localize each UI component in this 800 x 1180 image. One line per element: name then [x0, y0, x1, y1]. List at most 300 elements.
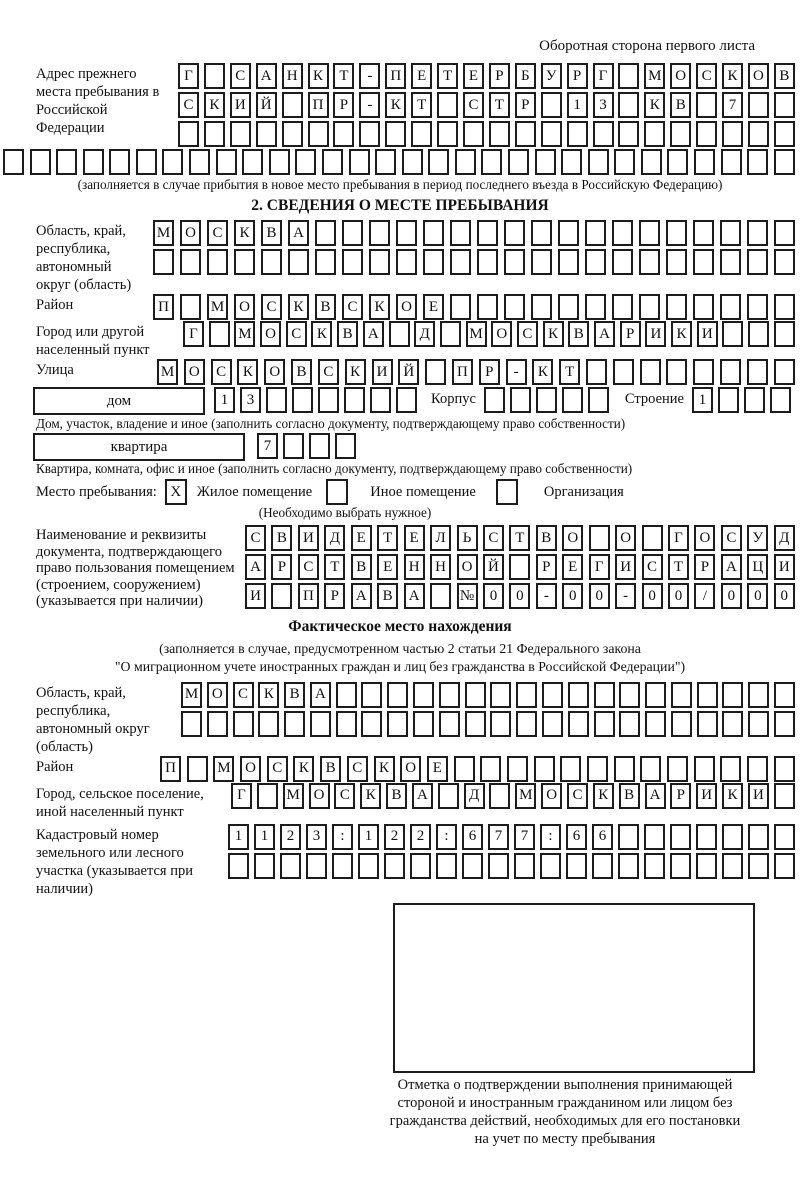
- char-cell[interactable]: С: [267, 756, 288, 782]
- char-cell[interactable]: П: [153, 294, 174, 320]
- char-cell[interactable]: [515, 121, 536, 147]
- char-cell[interactable]: [748, 711, 769, 737]
- char-cell[interactable]: [369, 220, 390, 246]
- char-cell[interactable]: [640, 756, 661, 782]
- char-cell[interactable]: [694, 756, 715, 782]
- char-cell[interactable]: 0: [589, 583, 610, 609]
- char-cell[interactable]: [481, 149, 502, 175]
- char-cell[interactable]: [774, 321, 795, 347]
- char-cell[interactable]: [271, 583, 292, 609]
- char-cell[interactable]: О: [748, 63, 769, 89]
- char-cell[interactable]: Е: [427, 756, 448, 782]
- char-cell[interactable]: У: [747, 525, 768, 551]
- char-cell[interactable]: [585, 249, 606, 275]
- char-cell[interactable]: [349, 149, 370, 175]
- char-cell[interactable]: [748, 853, 769, 879]
- char-cell[interactable]: [748, 682, 769, 708]
- char-cell[interactable]: [3, 149, 24, 175]
- char-cell[interactable]: И: [774, 554, 795, 580]
- char-cell[interactable]: 2: [410, 824, 431, 850]
- char-cell[interactable]: А: [351, 583, 372, 609]
- char-cell[interactable]: [535, 149, 556, 175]
- char-cell[interactable]: Й: [256, 92, 277, 118]
- char-cell[interactable]: 0: [721, 583, 742, 609]
- char-cell[interactable]: С: [334, 783, 355, 809]
- char-cell[interactable]: [83, 149, 104, 175]
- char-cell[interactable]: Ь: [457, 525, 478, 551]
- char-cell[interactable]: [618, 824, 639, 850]
- char-cell[interactable]: [670, 853, 691, 879]
- char-cell[interactable]: К: [722, 783, 743, 809]
- char-cell[interactable]: 1: [692, 387, 713, 413]
- char-cell[interactable]: С: [233, 682, 254, 708]
- char-cell[interactable]: К: [258, 682, 279, 708]
- char-cell[interactable]: [333, 121, 354, 147]
- char-cell[interactable]: М: [234, 321, 255, 347]
- char-cell[interactable]: [463, 121, 484, 147]
- char-cell[interactable]: А: [404, 583, 425, 609]
- char-cell[interactable]: [484, 387, 505, 413]
- char-cell[interactable]: П: [308, 92, 329, 118]
- char-cell[interactable]: [774, 756, 795, 782]
- char-cell[interactable]: [614, 756, 635, 782]
- char-cell[interactable]: О: [234, 294, 255, 320]
- char-cell[interactable]: 0: [642, 583, 663, 609]
- char-cell[interactable]: Ц: [747, 554, 768, 580]
- char-cell[interactable]: [430, 583, 451, 609]
- char-cell[interactable]: [586, 359, 607, 385]
- char-cell[interactable]: 2: [280, 824, 301, 850]
- char-cell[interactable]: В: [284, 682, 305, 708]
- char-cell[interactable]: Р: [333, 92, 354, 118]
- char-cell[interactable]: №: [457, 583, 478, 609]
- char-cell[interactable]: В: [337, 321, 358, 347]
- char-cell[interactable]: [748, 321, 769, 347]
- char-cell[interactable]: М: [466, 321, 487, 347]
- char-cell[interactable]: [322, 149, 343, 175]
- char-cell[interactable]: [462, 853, 483, 879]
- char-cell[interactable]: [209, 321, 230, 347]
- char-cell[interactable]: А: [645, 783, 666, 809]
- char-cell[interactable]: [694, 149, 715, 175]
- char-cell[interactable]: А: [363, 321, 384, 347]
- char-cell[interactable]: Р: [567, 63, 588, 89]
- char-cell[interactable]: [558, 294, 579, 320]
- char-cell[interactable]: Т: [324, 554, 345, 580]
- char-cell[interactable]: С: [517, 321, 538, 347]
- char-cell[interactable]: П: [452, 359, 473, 385]
- char-cell[interactable]: [439, 682, 460, 708]
- char-cell[interactable]: :: [540, 824, 561, 850]
- char-cell[interactable]: С: [178, 92, 199, 118]
- char-cell[interactable]: К: [308, 63, 329, 89]
- char-cell[interactable]: [720, 249, 741, 275]
- char-cell[interactable]: [396, 249, 417, 275]
- char-cell[interactable]: [561, 149, 582, 175]
- char-cell[interactable]: [292, 387, 313, 413]
- char-cell[interactable]: В: [377, 583, 398, 609]
- char-cell[interactable]: В: [536, 525, 557, 551]
- char-cell[interactable]: О: [396, 294, 417, 320]
- char-cell[interactable]: [207, 249, 228, 275]
- char-cell[interactable]: Г: [231, 783, 252, 809]
- char-cell[interactable]: [618, 63, 639, 89]
- char-cell[interactable]: И: [696, 783, 717, 809]
- char-cell[interactable]: В: [271, 525, 292, 551]
- char-cell[interactable]: [748, 92, 769, 118]
- char-cell[interactable]: [504, 220, 525, 246]
- char-cell[interactable]: У: [541, 63, 562, 89]
- char-cell[interactable]: [480, 756, 501, 782]
- char-cell[interactable]: В: [386, 783, 407, 809]
- char-cell[interactable]: [639, 249, 660, 275]
- char-cell[interactable]: [587, 756, 608, 782]
- char-cell[interactable]: А: [288, 220, 309, 246]
- char-cell[interactable]: К: [345, 359, 366, 385]
- char-cell[interactable]: 0: [774, 583, 795, 609]
- char-cell[interactable]: -: [536, 583, 557, 609]
- char-cell[interactable]: [722, 321, 743, 347]
- char-cell[interactable]: [332, 853, 353, 879]
- char-cell[interactable]: [204, 63, 225, 89]
- char-cell[interactable]: [744, 387, 765, 413]
- char-cell[interactable]: [568, 711, 589, 737]
- char-cell[interactable]: К: [369, 294, 390, 320]
- char-cell[interactable]: [585, 294, 606, 320]
- char-cell[interactable]: Е: [404, 525, 425, 551]
- char-cell[interactable]: С: [347, 756, 368, 782]
- char-cell[interactable]: С: [230, 63, 251, 89]
- char-cell[interactable]: [516, 711, 537, 737]
- char-cell[interactable]: О: [562, 525, 583, 551]
- char-cell[interactable]: [359, 121, 380, 147]
- char-cell[interactable]: [387, 711, 408, 737]
- char-cell[interactable]: А: [256, 63, 277, 89]
- char-cell[interactable]: [375, 149, 396, 175]
- char-cell[interactable]: И: [230, 92, 251, 118]
- char-cell[interactable]: О: [180, 220, 201, 246]
- char-cell[interactable]: Е: [562, 554, 583, 580]
- char-cell[interactable]: [693, 220, 714, 246]
- char-cell[interactable]: [718, 387, 739, 413]
- stamp-area[interactable]: [393, 903, 755, 1073]
- char-cell[interactable]: И: [298, 525, 319, 551]
- char-cell[interactable]: [454, 756, 475, 782]
- char-cell[interactable]: [671, 711, 692, 737]
- char-cell[interactable]: [510, 387, 531, 413]
- char-cell[interactable]: [361, 711, 382, 737]
- char-cell[interactable]: [542, 682, 563, 708]
- char-cell[interactable]: [720, 756, 741, 782]
- char-cell[interactable]: [216, 149, 237, 175]
- char-cell[interactable]: И: [748, 783, 769, 809]
- char-cell[interactable]: Д: [774, 525, 795, 551]
- char-cell[interactable]: [641, 149, 662, 175]
- char-cell[interactable]: [588, 149, 609, 175]
- char-cell[interactable]: Р: [694, 554, 715, 580]
- char-cell[interactable]: [266, 387, 287, 413]
- char-cell[interactable]: [774, 220, 795, 246]
- char-cell[interactable]: К: [644, 92, 665, 118]
- char-cell[interactable]: [488, 853, 509, 879]
- char-cell[interactable]: [747, 249, 768, 275]
- char-cell[interactable]: [189, 149, 210, 175]
- char-cell[interactable]: К: [671, 321, 692, 347]
- char-cell[interactable]: [618, 92, 639, 118]
- char-cell[interactable]: [722, 121, 743, 147]
- char-cell[interactable]: -: [506, 359, 527, 385]
- char-cell[interactable]: К: [543, 321, 564, 347]
- char-cell[interactable]: Р: [515, 92, 536, 118]
- char-cell[interactable]: [228, 853, 249, 879]
- char-cell[interactable]: К: [237, 359, 258, 385]
- char-cell[interactable]: [306, 853, 327, 879]
- char-cell[interactable]: К: [234, 220, 255, 246]
- char-cell[interactable]: [667, 756, 688, 782]
- char-cell[interactable]: Р: [489, 63, 510, 89]
- char-cell[interactable]: [748, 121, 769, 147]
- char-cell[interactable]: [56, 149, 77, 175]
- char-cell[interactable]: [774, 149, 795, 175]
- char-cell[interactable]: [558, 249, 579, 275]
- char-cell[interactable]: [396, 220, 417, 246]
- char-cell[interactable]: [282, 92, 303, 118]
- char-cell[interactable]: [413, 682, 434, 708]
- char-cell[interactable]: Л: [430, 525, 451, 551]
- char-cell[interactable]: 6: [592, 824, 613, 850]
- char-cell[interactable]: [534, 756, 555, 782]
- char-cell[interactable]: С: [721, 525, 742, 551]
- char-cell[interactable]: И: [645, 321, 666, 347]
- char-cell[interactable]: А: [412, 783, 433, 809]
- char-cell[interactable]: [722, 853, 743, 879]
- char-cell[interactable]: [489, 121, 510, 147]
- char-cell[interactable]: 1: [214, 387, 235, 413]
- char-cell[interactable]: [770, 387, 791, 413]
- char-cell[interactable]: [774, 824, 795, 850]
- char-cell[interactable]: [774, 682, 795, 708]
- char-cell[interactable]: 6: [566, 824, 587, 850]
- char-cell[interactable]: 7: [514, 824, 535, 850]
- char-cell[interactable]: [774, 783, 795, 809]
- char-cell[interactable]: [670, 121, 691, 147]
- char-cell[interactable]: Е: [411, 63, 432, 89]
- char-cell[interactable]: [336, 682, 357, 708]
- char-cell[interactable]: [536, 387, 557, 413]
- char-cell[interactable]: [425, 359, 446, 385]
- char-cell[interactable]: [722, 711, 743, 737]
- char-cell[interactable]: Е: [423, 294, 444, 320]
- checkbox-zhiloe[interactable]: X: [165, 479, 187, 505]
- char-cell[interactable]: С: [483, 525, 504, 551]
- char-cell[interactable]: Т: [509, 525, 530, 551]
- char-cell[interactable]: [402, 149, 423, 175]
- char-cell[interactable]: [450, 220, 471, 246]
- char-cell[interactable]: 6: [462, 824, 483, 850]
- char-cell[interactable]: О: [207, 682, 228, 708]
- char-cell[interactable]: [370, 387, 391, 413]
- char-cell[interactable]: К: [288, 294, 309, 320]
- char-cell[interactable]: М: [213, 756, 234, 782]
- char-cell[interactable]: М: [644, 63, 665, 89]
- char-cell[interactable]: [612, 220, 633, 246]
- char-cell[interactable]: Т: [333, 63, 354, 89]
- char-cell[interactable]: [507, 756, 528, 782]
- char-cell[interactable]: [318, 387, 339, 413]
- char-cell[interactable]: О: [309, 783, 330, 809]
- char-cell[interactable]: [774, 92, 795, 118]
- char-cell[interactable]: [437, 121, 458, 147]
- char-cell[interactable]: [477, 294, 498, 320]
- char-cell[interactable]: [162, 149, 183, 175]
- char-cell[interactable]: [721, 149, 742, 175]
- char-cell[interactable]: Е: [351, 525, 372, 551]
- char-cell[interactable]: О: [240, 756, 261, 782]
- char-cell[interactable]: [315, 249, 336, 275]
- char-cell[interactable]: [490, 682, 511, 708]
- char-cell[interactable]: [693, 294, 714, 320]
- char-cell[interactable]: Б: [515, 63, 536, 89]
- char-cell[interactable]: С: [245, 525, 266, 551]
- char-cell[interactable]: Р: [670, 783, 691, 809]
- char-cell[interactable]: [540, 853, 561, 879]
- char-cell[interactable]: [644, 121, 665, 147]
- char-cell[interactable]: И: [245, 583, 266, 609]
- char-cell[interactable]: [283, 433, 304, 459]
- char-cell[interactable]: [592, 853, 613, 879]
- char-cell[interactable]: 7: [257, 433, 278, 459]
- char-cell[interactable]: К: [532, 359, 553, 385]
- char-cell[interactable]: С: [642, 554, 663, 580]
- char-cell[interactable]: К: [311, 321, 332, 347]
- char-cell[interactable]: [531, 220, 552, 246]
- char-cell[interactable]: [369, 249, 390, 275]
- char-cell[interactable]: [233, 711, 254, 737]
- char-cell[interactable]: К: [360, 783, 381, 809]
- char-cell[interactable]: [618, 853, 639, 879]
- char-cell[interactable]: [384, 853, 405, 879]
- char-cell[interactable]: [438, 783, 459, 809]
- char-cell[interactable]: Н: [404, 554, 425, 580]
- char-cell[interactable]: С: [463, 92, 484, 118]
- char-cell[interactable]: [288, 249, 309, 275]
- char-cell[interactable]: [639, 220, 660, 246]
- char-cell[interactable]: Д: [414, 321, 435, 347]
- char-cell[interactable]: 3: [240, 387, 261, 413]
- char-cell[interactable]: [560, 756, 581, 782]
- char-cell[interactable]: 1: [254, 824, 275, 850]
- char-cell[interactable]: [282, 121, 303, 147]
- char-cell[interactable]: [568, 682, 589, 708]
- char-cell[interactable]: [697, 711, 718, 737]
- char-cell[interactable]: О: [457, 554, 478, 580]
- char-cell[interactable]: П: [385, 63, 406, 89]
- char-cell[interactable]: Т: [668, 554, 689, 580]
- char-cell[interactable]: [423, 220, 444, 246]
- char-cell[interactable]: О: [541, 783, 562, 809]
- char-cell[interactable]: [697, 682, 718, 708]
- char-cell[interactable]: 3: [306, 824, 327, 850]
- char-cell[interactable]: [585, 220, 606, 246]
- char-cell[interactable]: 1: [358, 824, 379, 850]
- char-cell[interactable]: 0: [668, 583, 689, 609]
- char-cell[interactable]: А: [594, 321, 615, 347]
- char-cell[interactable]: [477, 220, 498, 246]
- char-cell[interactable]: [509, 554, 530, 580]
- char-cell[interactable]: [436, 853, 457, 879]
- char-cell[interactable]: К: [593, 783, 614, 809]
- char-cell[interactable]: [774, 249, 795, 275]
- char-cell[interactable]: Т: [377, 525, 398, 551]
- char-cell[interactable]: 1: [567, 92, 588, 118]
- char-cell[interactable]: [187, 756, 208, 782]
- char-cell[interactable]: [261, 249, 282, 275]
- char-cell[interactable]: [747, 756, 768, 782]
- char-cell[interactable]: [666, 220, 687, 246]
- char-cell[interactable]: [437, 92, 458, 118]
- char-cell[interactable]: [774, 294, 795, 320]
- char-cell[interactable]: [720, 220, 741, 246]
- char-cell[interactable]: [387, 682, 408, 708]
- char-cell[interactable]: [666, 359, 687, 385]
- char-cell[interactable]: С: [696, 63, 717, 89]
- char-cell[interactable]: [254, 853, 275, 879]
- char-cell[interactable]: В: [315, 294, 336, 320]
- char-cell[interactable]: С: [318, 359, 339, 385]
- char-cell[interactable]: [594, 711, 615, 737]
- char-cell[interactable]: Р: [324, 583, 345, 609]
- char-cell[interactable]: [531, 249, 552, 275]
- char-cell[interactable]: 7: [488, 824, 509, 850]
- char-cell[interactable]: 2: [384, 824, 405, 850]
- char-cell[interactable]: О: [694, 525, 715, 551]
- char-cell[interactable]: [542, 711, 563, 737]
- char-cell[interactable]: О: [264, 359, 285, 385]
- char-cell[interactable]: А: [245, 554, 266, 580]
- char-cell[interactable]: [671, 682, 692, 708]
- char-cell[interactable]: [440, 321, 461, 347]
- char-cell[interactable]: [180, 249, 201, 275]
- char-cell[interactable]: А: [721, 554, 742, 580]
- char-cell[interactable]: Н: [430, 554, 451, 580]
- char-cell[interactable]: Й: [483, 554, 504, 580]
- char-cell[interactable]: М: [207, 294, 228, 320]
- char-cell[interactable]: В: [261, 220, 282, 246]
- char-cell[interactable]: -: [615, 583, 636, 609]
- char-cell[interactable]: Т: [559, 359, 580, 385]
- char-cell[interactable]: [645, 711, 666, 737]
- char-cell[interactable]: 7: [722, 92, 743, 118]
- char-cell[interactable]: С: [298, 554, 319, 580]
- char-cell[interactable]: В: [291, 359, 312, 385]
- char-cell[interactable]: М: [153, 220, 174, 246]
- char-cell[interactable]: [490, 711, 511, 737]
- char-cell[interactable]: [612, 249, 633, 275]
- char-cell[interactable]: С: [207, 220, 228, 246]
- char-cell[interactable]: [594, 682, 615, 708]
- char-cell[interactable]: О: [615, 525, 636, 551]
- char-cell[interactable]: :: [436, 824, 457, 850]
- char-cell[interactable]: С: [286, 321, 307, 347]
- char-cell[interactable]: [310, 711, 331, 737]
- char-cell[interactable]: [541, 92, 562, 118]
- char-cell[interactable]: [30, 149, 51, 175]
- char-cell[interactable]: [234, 249, 255, 275]
- char-cell[interactable]: [410, 853, 431, 879]
- char-cell[interactable]: [614, 149, 635, 175]
- char-cell[interactable]: [696, 92, 717, 118]
- char-cell[interactable]: [747, 149, 768, 175]
